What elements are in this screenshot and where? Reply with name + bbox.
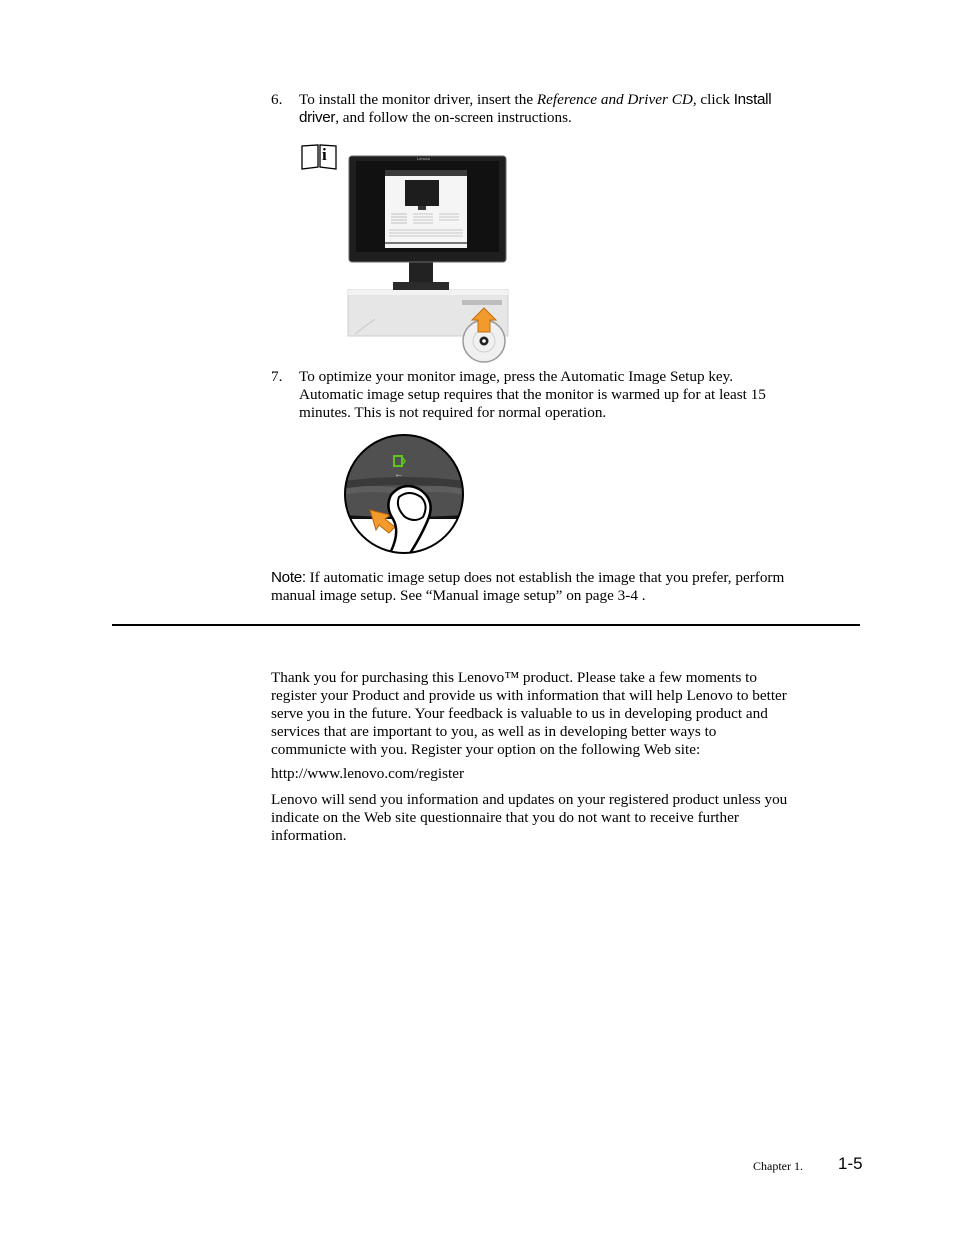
para-line: Lenovo will send you information and updates on your registered product unless you [271, 791, 788, 808]
step-number: 6. [271, 91, 283, 108]
note-line [271, 569, 863, 587]
step-number: 7. [271, 368, 283, 385]
step-line [299, 91, 859, 109]
cd-name: Reference and Driver CD [536, 91, 693, 108]
info-book-icon [301, 143, 337, 170]
para-line: services that are important to you, as well as in developing better ways to [271, 723, 717, 740]
step-line: Automatic image setup requires that the monitor is warmed up for at least 15 [299, 386, 766, 403]
monitor-brand-logo: Lenovo [417, 156, 431, 161]
driver-label: driver [299, 109, 336, 126]
note [271, 569, 863, 605]
para-line: indicate on the Web site questionnaire that you do not want to receive further [271, 809, 739, 826]
step-text [299, 91, 859, 127]
note-line: manual image setup. See “Manual image setup” on page 3-4 . [271, 587, 646, 604]
registration-followup [271, 791, 863, 845]
step-line: To optimize your monitor image, press the Automatic Image Setup key. [299, 368, 734, 385]
para-line: information. [271, 827, 347, 844]
auto-image-setup-icon [393, 454, 406, 466]
info-letter: i [322, 145, 327, 164]
text-run: , click [692, 91, 734, 108]
text-run: , and follow the on-screen instructions. [335, 109, 572, 126]
image-setup-key-illustration [343, 433, 465, 555]
para-line: Thank you for purchasing this Lenovo™ product. Please take a few moments to [271, 669, 757, 686]
step-line [299, 109, 859, 127]
note-label: Note: [271, 569, 306, 586]
note-text: If automatic image setup does not establish the image that you prefer, perform [305, 569, 785, 586]
footer-chapter: Chapter 1. [753, 1159, 803, 1173]
section-divider [112, 624, 860, 626]
para-line: serve you in the future. Your feedback is valuable to us in developing product and [271, 705, 768, 722]
step-line: minutes. This is not required for normal operation. [299, 404, 607, 421]
registration-url[interactable]: http://www.lenovo.com/register [271, 765, 465, 782]
para-line: communicte with you. Register your option on the following Web site: [271, 741, 701, 758]
page-number: 1-5 [838, 1154, 863, 1173]
step-text [299, 368, 859, 422]
registration-intro [271, 669, 863, 759]
para-line: register your Product and provide us with information that will help Lenovo to better [271, 687, 787, 704]
monitor-driver-illustration [345, 154, 511, 364]
enter-arrow-icon: ← [394, 469, 404, 480]
text-run: To install the monitor driver, insert the [299, 91, 537, 108]
install-label: Install [733, 91, 772, 108]
